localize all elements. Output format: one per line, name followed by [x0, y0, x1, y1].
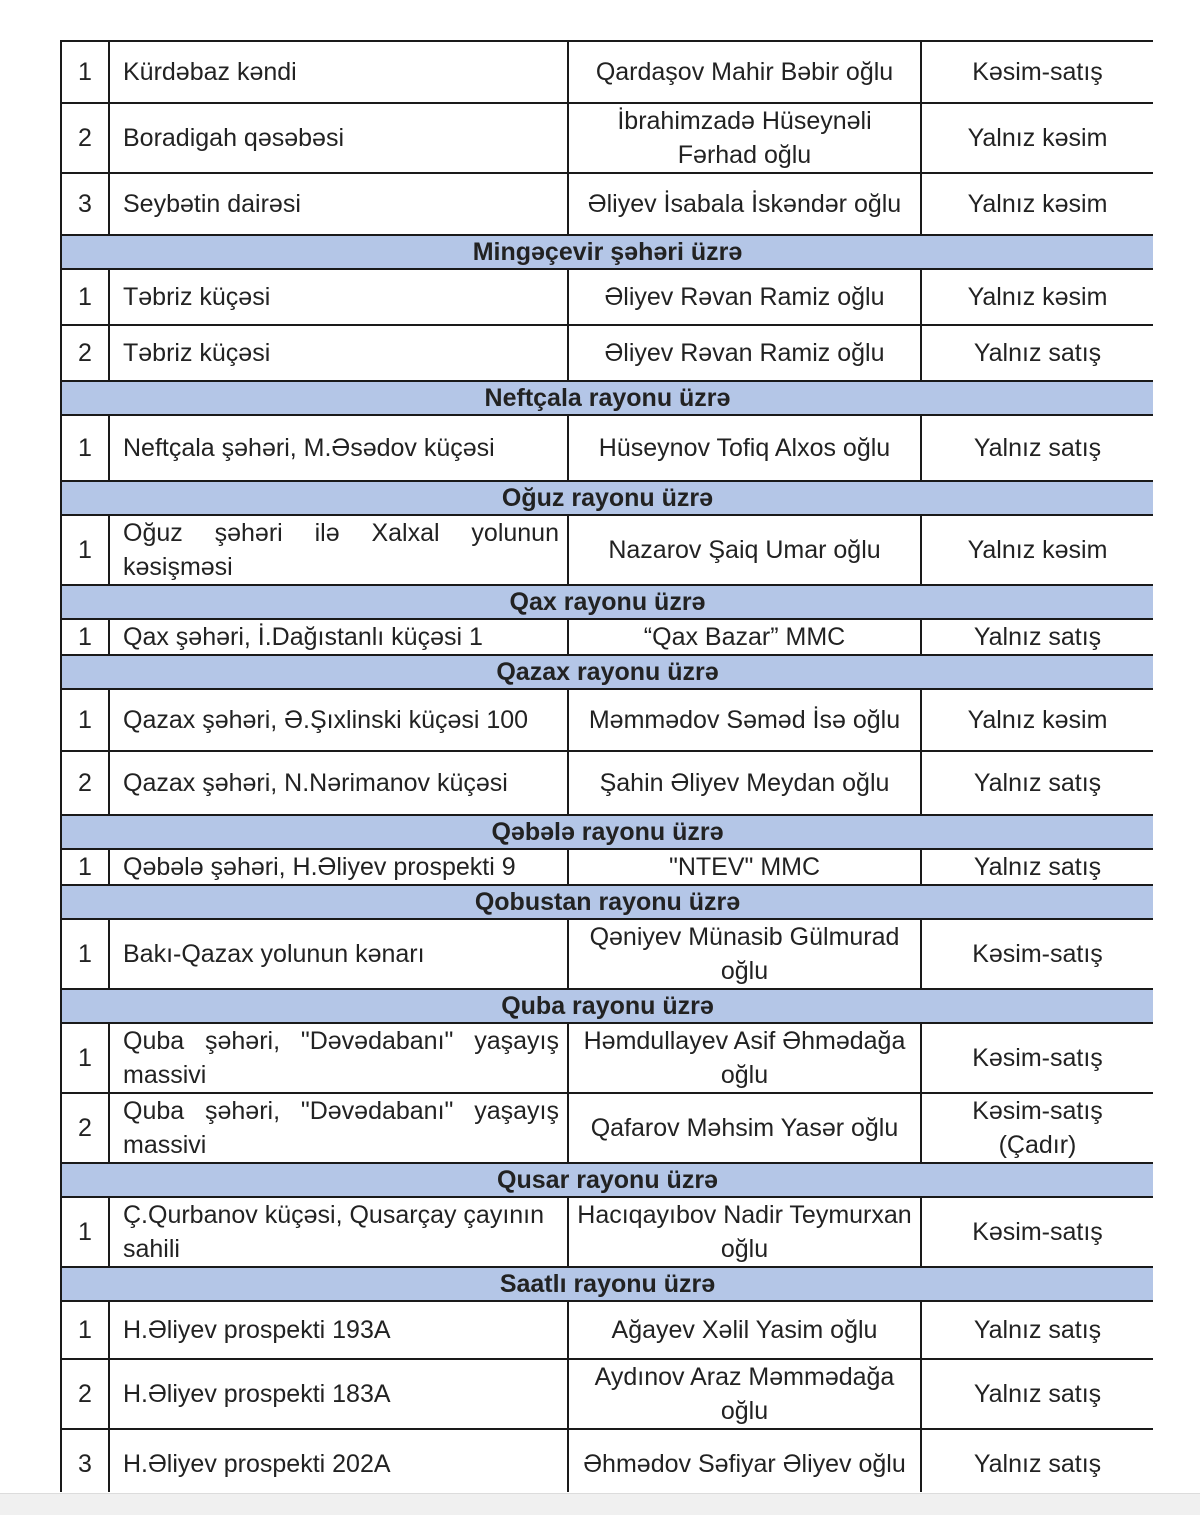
row-number: 1 — [61, 41, 109, 103]
viewer-bottom-bar — [0, 1493, 1200, 1515]
address-cell: Bakı-Qazax yolunun kənarı — [109, 919, 568, 989]
operation-type-cell: Yalnız satış — [921, 849, 1153, 885]
operation-type-cell: Kəsim-satış — [921, 1197, 1153, 1267]
table-row — [61, 269, 1153, 325]
table-row — [61, 1197, 1153, 1267]
owner-name-cell: Hacıqayıbov Nadir Teymurxan oğlu — [568, 1197, 921, 1267]
owner-name-cell: İbrahimzadə Hüseynəli Fərhad oğlu — [568, 103, 921, 173]
address-cell: Qəbələ şəhəri, H.Əliyev prospekti 9 — [109, 849, 568, 885]
district-section-header — [61, 989, 1153, 1023]
district-section-header — [61, 1267, 1153, 1301]
operation-type-cell: Yalnız satış — [921, 619, 1153, 655]
table-row — [61, 325, 1153, 381]
owner-name-cell: “Qax Bazar” MMC — [568, 619, 921, 655]
butchery-registry-table — [60, 40, 1153, 1492]
address-cell: Neftçala şəhəri, M.Əsədov küçəsi — [109, 415, 568, 481]
district-section-title: Saatlı rayonu üzrə — [61, 1267, 1153, 1301]
address-cell: H.Əliyev prospekti 193A — [109, 1301, 568, 1359]
row-number: 1 — [61, 415, 109, 481]
row-number: 3 — [61, 173, 109, 235]
row-number: 2 — [61, 103, 109, 173]
row-number: 1 — [61, 619, 109, 655]
address-cell: Boradigah qəsəbəsi — [109, 103, 568, 173]
owner-name-cell: Əliyev Rəvan Ramiz oğlu — [568, 269, 921, 325]
owner-name-cell: Qardaşov Mahir Bəbir oğlu — [568, 41, 921, 103]
operation-type-cell: Kəsim-satış — [921, 919, 1153, 989]
district-section-header — [61, 481, 1153, 515]
address-cell: Quba şəhəri, "Dəvədabanı" yaşayış massivi — [109, 1093, 568, 1163]
operation-type-cell: Kəsim-satış (Çadır) — [921, 1093, 1153, 1163]
table-row — [61, 515, 1153, 585]
operation-type-cell: Yalnız kəsim — [921, 173, 1153, 235]
table-row — [61, 849, 1153, 885]
address-cell: Kürdəbaz kəndi — [109, 41, 568, 103]
row-number: 1 — [61, 1301, 109, 1359]
table-row — [61, 1429, 1153, 1492]
owner-name-cell: Əhmədov Səfiyar Əliyev oğlu — [568, 1429, 921, 1492]
operation-type-cell: Yalnız satış — [921, 751, 1153, 815]
address-cell: Qax şəhəri, İ.Dağıstanlı küçəsi 1 — [109, 619, 568, 655]
row-number: 3 — [61, 1429, 109, 1492]
row-number: 2 — [61, 1359, 109, 1429]
row-number: 1 — [61, 515, 109, 585]
district-section-title: Qobustan rayonu üzrə — [61, 885, 1153, 919]
district-section-header — [61, 381, 1153, 415]
district-section-title: Oğuz rayonu üzrə — [61, 481, 1153, 515]
operation-type-cell: Yalnız satış — [921, 1301, 1153, 1359]
district-section-title: Mingəçevir şəhəri üzrə — [61, 235, 1153, 269]
row-number: 2 — [61, 325, 109, 381]
district-section-header — [61, 235, 1153, 269]
address-cell: Qazax şəhəri, Ə.Şıxlinski küçəsi 100 — [109, 689, 568, 751]
owner-name-cell: Nazarov Şaiq Umar oğlu — [568, 515, 921, 585]
owner-name-cell: Əliyev Rəvan Ramiz oğlu — [568, 325, 921, 381]
operation-type-cell: Kəsim-satış — [921, 1023, 1153, 1093]
district-section-header — [61, 585, 1153, 619]
row-number: 1 — [61, 919, 109, 989]
address-cell: Seybətin dairəsi — [109, 173, 568, 235]
district-section-title: Qusar rayonu üzrə — [61, 1163, 1153, 1197]
operation-type-cell: Yalnız satış — [921, 1359, 1153, 1429]
district-section-title: Quba rayonu üzrə — [61, 989, 1153, 1023]
district-section-header — [61, 885, 1153, 919]
table-row — [61, 689, 1153, 751]
table-row — [61, 1359, 1153, 1429]
table-row — [61, 619, 1153, 655]
row-number: 1 — [61, 269, 109, 325]
address-cell: Qazax şəhəri, N.Nərimanov küçəsi — [109, 751, 568, 815]
owner-name-cell: Məmmədov Səməd İsə oğlu — [568, 689, 921, 751]
table-row — [61, 173, 1153, 235]
table-row — [61, 415, 1153, 481]
owner-name-cell: Həmdullayev Asif Əhmədağa oğlu — [568, 1023, 921, 1093]
address-cell: H.Əliyev prospekti 183A — [109, 1359, 568, 1429]
address-cell: Ç.Qurbanov küçəsi, Qusarçay çayının sahili — [109, 1197, 568, 1267]
row-number: 1 — [61, 1197, 109, 1267]
owner-name-cell: Hüseynov Tofiq Alxos oğlu — [568, 415, 921, 481]
address-cell: H.Əliyev prospekti 202A — [109, 1429, 568, 1492]
row-number: 1 — [61, 1023, 109, 1093]
district-section-title: Qax rayonu üzrə — [61, 585, 1153, 619]
table-row — [61, 751, 1153, 815]
row-number: 1 — [61, 689, 109, 751]
table-row — [61, 1023, 1153, 1093]
address-cell: Təbriz küçəsi — [109, 325, 568, 381]
district-section-title: Qazax rayonu üzrə — [61, 655, 1153, 689]
operation-type-cell: Yalnız satış — [921, 1429, 1153, 1492]
operation-type-cell: Yalnız satış — [921, 325, 1153, 381]
operation-type-cell: Kəsim-satış — [921, 41, 1153, 103]
owner-name-cell: "NTEV" MMC — [568, 849, 921, 885]
owner-name-cell: Əliyev İsabala İskəndər oğlu — [568, 173, 921, 235]
owner-name-cell: Şahin Əliyev Meydan oğlu — [568, 751, 921, 815]
operation-type-cell: Yalnız kəsim — [921, 103, 1153, 173]
document-page — [60, 40, 1153, 1492]
owner-name-cell: Ağayev Xəlil Yasim oğlu — [568, 1301, 921, 1359]
district-section-title: Qəbələ rayonu üzrə — [61, 815, 1153, 849]
owner-name-cell: Qafarov Məhsim Yasər oğlu — [568, 1093, 921, 1163]
district-section-header — [61, 655, 1153, 689]
address-cell: Təbriz küçəsi — [109, 269, 568, 325]
table-row — [61, 41, 1153, 103]
operation-type-cell: Yalnız kəsim — [921, 515, 1153, 585]
address-cell: Quba şəhəri, "Dəvədabanı" yaşayış massivi — [109, 1023, 568, 1093]
operation-type-cell: Yalnız satış — [921, 415, 1153, 481]
table-row — [61, 919, 1153, 989]
owner-name-cell: Aydınov Araz Məmmədağa oğlu — [568, 1359, 921, 1429]
owner-name-cell: Qəniyev Münasib Gülmurad oğlu — [568, 919, 921, 989]
operation-type-cell: Yalnız kəsim — [921, 269, 1153, 325]
district-section-header — [61, 815, 1153, 849]
table-row — [61, 1093, 1153, 1163]
table-row — [61, 103, 1153, 173]
operation-type-cell: Yalnız kəsim — [921, 689, 1153, 751]
row-number: 2 — [61, 751, 109, 815]
district-section-title: Neftçala rayonu üzrə — [61, 381, 1153, 415]
address-cell: Oğuz şəhəri ilə Xalxal yolunun kəsişməsi — [109, 515, 568, 585]
table-row — [61, 1301, 1153, 1359]
row-number: 2 — [61, 1093, 109, 1163]
row-number: 1 — [61, 849, 109, 885]
district-section-header — [61, 1163, 1153, 1197]
